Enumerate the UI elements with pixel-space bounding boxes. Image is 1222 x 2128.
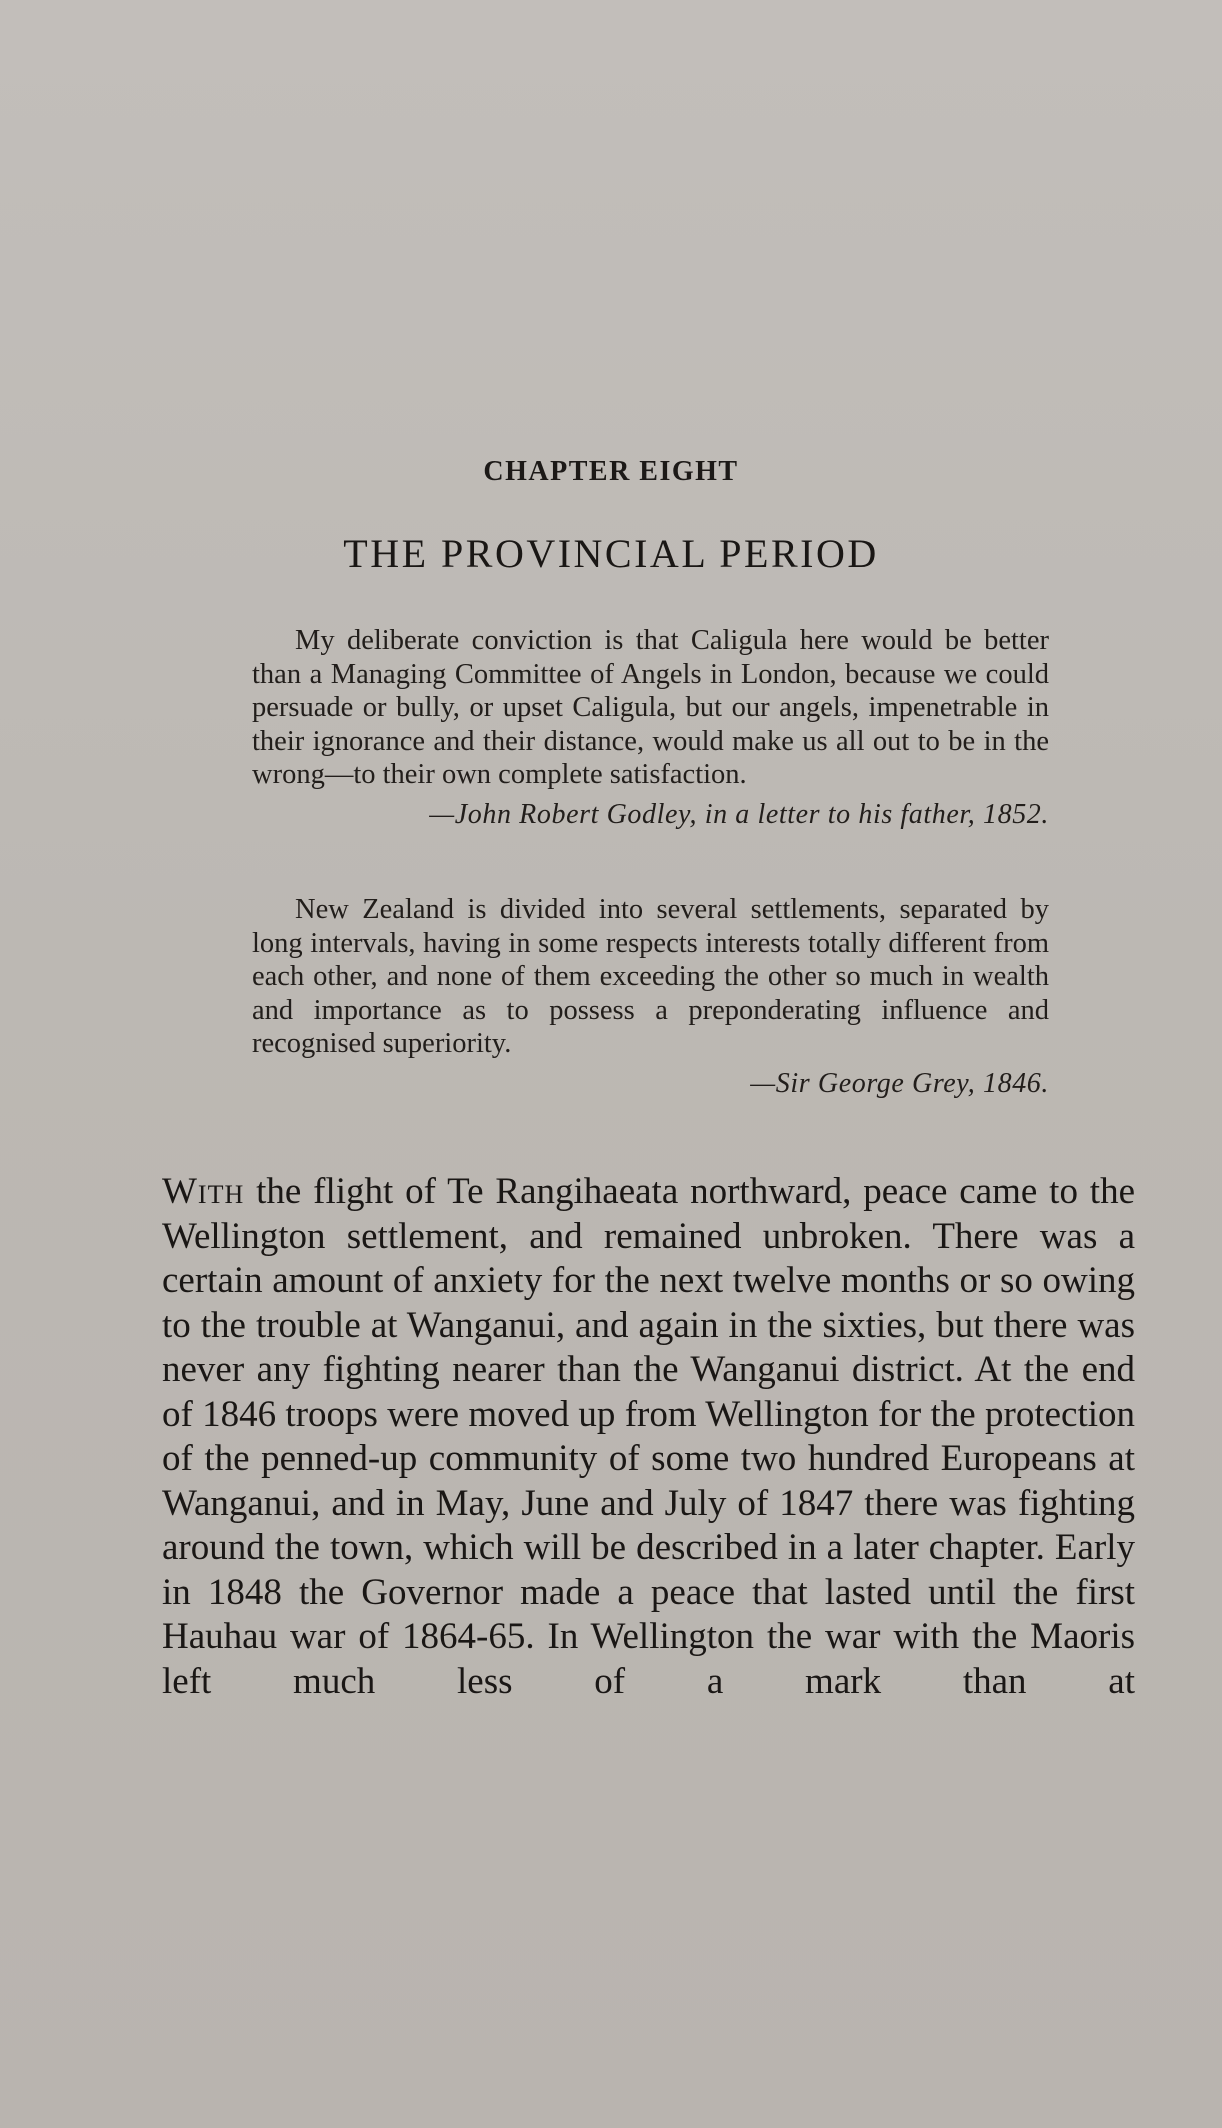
epigraph-godley — [252, 624, 1049, 832]
body-lead-word: With — [162, 1171, 245, 1212]
chapter-label: CHAPTER EIGHT — [483, 456, 739, 487]
body-paragraph-text: the flight of Te Rangihaeata northward, peace came to the Wellington settlement, and remained unbroken. There was a certain amount of anxiety for the next twelve months or so owing to the trouble at Wanganui, and again in the sixties, but there was never any fighting nearer than the Wanganui district. At the end of 1846 troops were moved up from Wellington for the protection of the penned-up community of some two hundred Europeans at Wanganui, and in May, June and July of 1847 there was fighting around the town, which will be described in a later chapter. Early in 1848 the Governor made a peace that lasted until the first Hauhau war of 1864-65. In Wellington the war with the Maoris left much less of a mark than at — [162, 1171, 1135, 1702]
epigraph-grey — [252, 893, 1049, 1101]
body-paragraph — [162, 1170, 1135, 1704]
epigraph-attribution: —Sir George Grey, 1846. — [750, 1067, 1049, 1099]
epigraph-text: My deliberate conviction is that Caligula here would be better than a Managing Committee of Angels in London, because we could persuade or bully, or upset Caligula, but our angels, impenetrable in their ignorance and their distance, would make us all out to be in the wrong—to their own complete satisfaction. — [252, 625, 1049, 791]
epigraph-text: New Zealand is divided into several settlements, separated by long intervals, having in some respects interests totally different from each other, and none of them exceeding the other so much in wealth and importance as to possess a preponderating influence and recognised superiority. — [252, 894, 1049, 1060]
chapter-title: THE PROVINCIAL PERIOD — [343, 531, 879, 576]
epigraph-attribution: —John Robert Godley, in a letter to his father, 1852. — [429, 798, 1049, 830]
